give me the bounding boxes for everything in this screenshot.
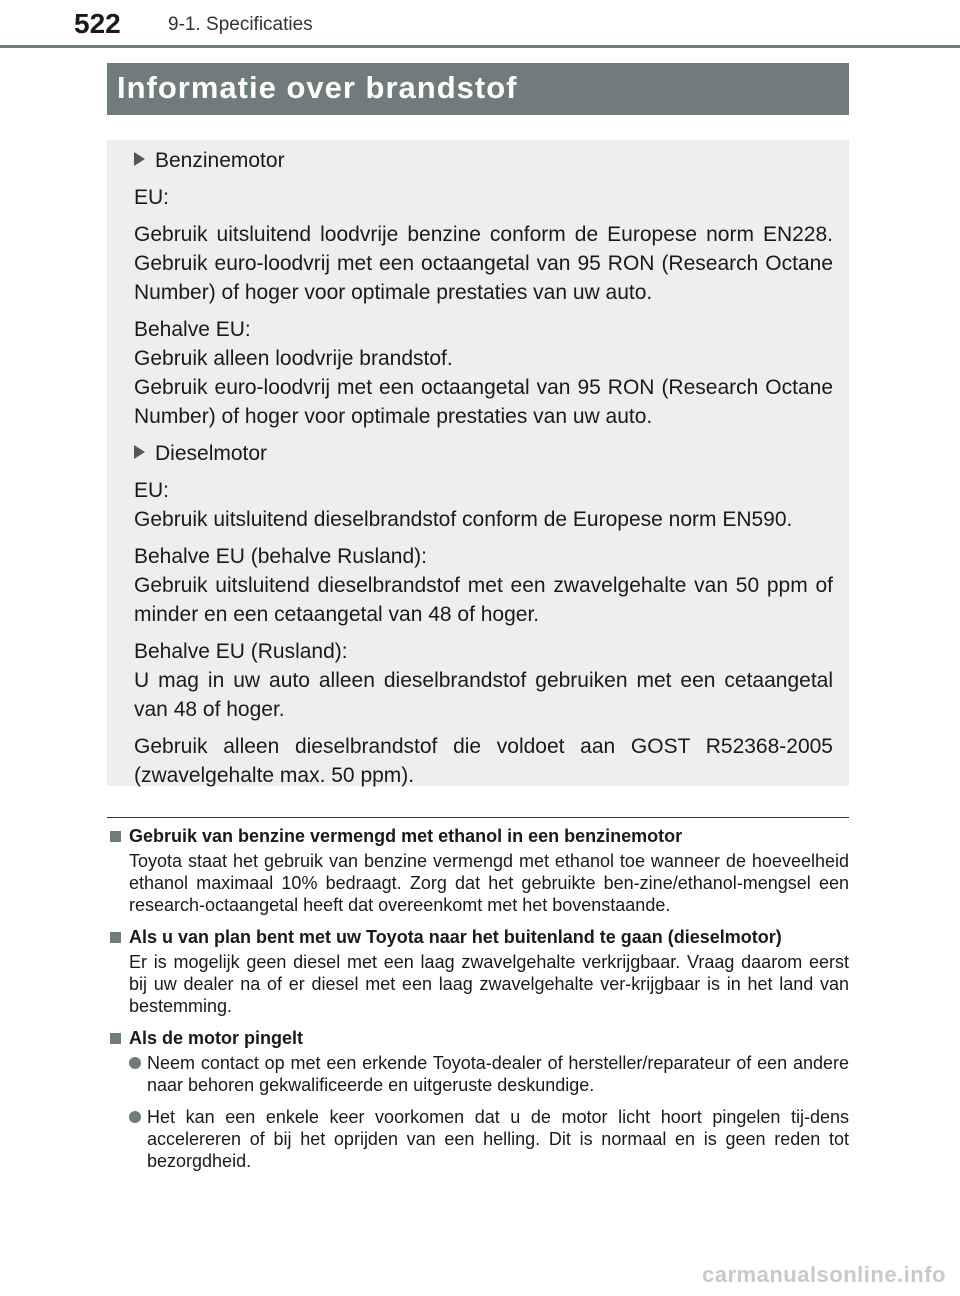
fuel-info-box	[107, 140, 849, 786]
ethanol-body: Toyota staat het gebruik van benzine vermengd met ethanol toe wanneer de hoeveelheid ethanol maximaal 10% bedraagt. Zorg dat het gebruikte ben-zine/ethanol-mengsel een research-octaangetal heeft dat overeenkomt met het bovenstaande.	[129, 851, 849, 915]
knock-bullet-text: Neem contact op met een erkende Toyota-dealer of hersteller/reparateur of een andere naar behoren gekwalificeerde en uitgeruste deskundige.	[147, 1053, 849, 1095]
petrol-eu-label: EU:	[134, 186, 170, 209]
diesel-heading	[134, 439, 833, 468]
diesel-russia-text: U mag in uw auto alleen dieselbrandstof gebruiken met een cetaangetal van 48 of hoger.	[134, 669, 833, 721]
petrol-eu-text: Gebruik uitsluitend loodvrije benzine conform de Europese norm EN228. Gebruik euro-loodvrij met een octaangetal van 95 RON (Research Octane Number) of hoger voor optimale prestaties van uw auto.	[134, 223, 833, 304]
diesel-noneu-text: Gebruik uitsluitend dieselbrandstof met een zwavelgehalte van 50 ppm of minder en een cetaangetal van 48 of hoger.	[134, 574, 833, 626]
petrol-noneu-line1: Gebruik alleen loodvrije brandstof.	[134, 347, 453, 370]
ethanol-heading-text: Gebruik van benzine vermengd met ethanol in een benzinemotor	[129, 826, 683, 846]
triangle-bullet-icon	[134, 152, 145, 166]
round-bullet-icon	[129, 1111, 141, 1123]
notes-section	[107, 825, 849, 1182]
square-bullet-icon	[110, 932, 121, 943]
square-bullet-icon	[110, 1033, 121, 1044]
watermark: carmanualsonline.info	[702, 1262, 946, 1287]
diesel-heading-text: Dieselmotor	[155, 442, 268, 465]
diesel-noneu-label: Behalve EU (behalve Rusland):	[134, 545, 427, 568]
petrol-heading-text: Benzinemotor	[155, 149, 285, 172]
ethanol-heading	[107, 825, 849, 847]
square-bullet-icon	[110, 831, 121, 842]
petrol-noneu-text: Gebruik euro-loodvrij met een octaangetal van 95 RON (Research Octane Number) of hoger voor optimale prestaties van uw auto.	[134, 376, 833, 428]
knock-heading-text: Als de motor pingelt	[129, 1028, 304, 1048]
diesel-eu-text: Gebruik uitsluitend dieselbrandstof conform de Europese norm EN590.	[134, 508, 793, 531]
knock-bullet-text: Het kan een enkele keer voorkomen dat u de motor licht hoort pingelen tij-dens accelereren of bij het oprijden van een helling. Dit is normaal en is geen reden tot bezorgdheid.	[147, 1107, 849, 1171]
header-rule	[0, 45, 960, 48]
diesel-russia-label: Behalve EU (Rusland):	[134, 640, 348, 663]
triangle-bullet-icon	[134, 445, 145, 459]
title-bar	[107, 63, 849, 115]
abroad-body: Er is mogelijk geen diesel met een laag zwavelgehalte verkrijgbaar. Vraag daarom eerst bij uw dealer na of er diesel met een laag zwavelgehalte ver-krijgbaar is in het land van bestemming.	[129, 952, 849, 1016]
abroad-heading	[107, 926, 849, 948]
diesel-russia-text2: Gebruik alleen dieselbrandstof die voldoet aan GOST R52368-2005 (zwavelgehalte max. 50 ppm).	[134, 735, 833, 787]
knock-heading	[107, 1027, 849, 1049]
page-title: Informatie over brandstof	[117, 70, 518, 105]
notes-divider	[107, 817, 849, 818]
round-bullet-icon	[129, 1057, 141, 1069]
petrol-noneu-label: Behalve EU:	[134, 318, 251, 341]
diesel-eu-label: EU:	[134, 479, 170, 502]
abroad-heading-text: Als u van plan bent met uw Toyota naar het buitenland te gaan (dieselmotor)	[129, 927, 782, 947]
petrol-heading	[134, 146, 833, 175]
knock-bullet	[107, 1052, 849, 1096]
section-label: 9-1. Specificaties	[168, 14, 313, 35]
knock-bullet	[107, 1106, 849, 1172]
page-number: 522	[74, 8, 121, 39]
